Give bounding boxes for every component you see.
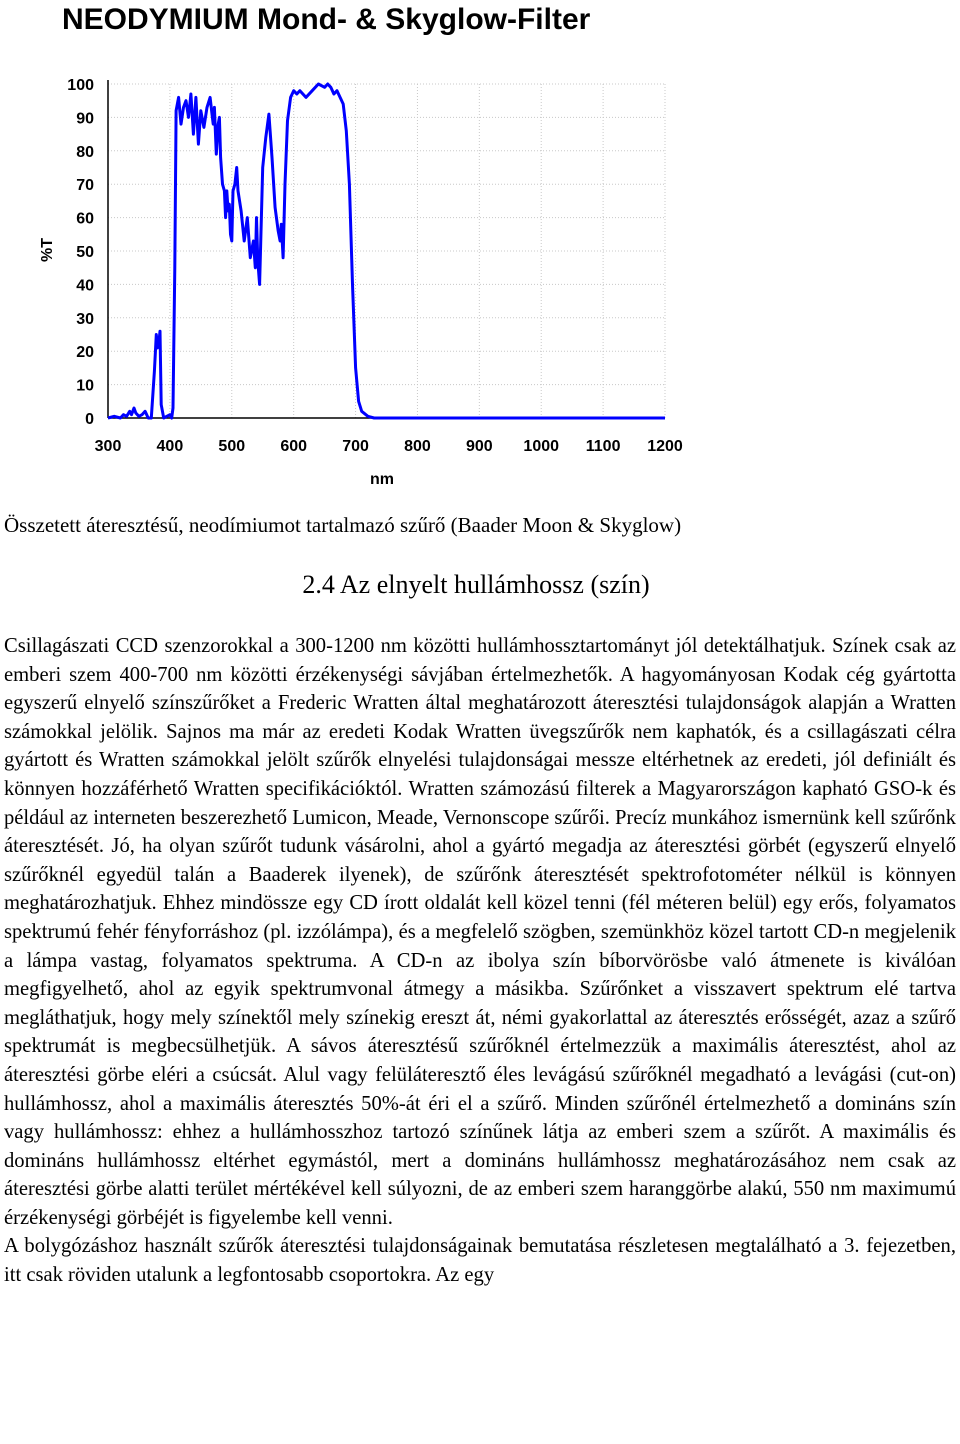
x-axis-label: nm	[370, 471, 394, 488]
chart-grid	[108, 84, 665, 418]
y-tick-label: 100	[67, 77, 94, 94]
transmission-curve	[108, 84, 665, 418]
chart-title: NEODYMIUM Mond- & Skyglow-Filter	[62, 3, 591, 36]
y-tick-label: 50	[76, 244, 94, 261]
x-axis-ticks	[95, 438, 683, 455]
y-tick-label: 30	[76, 310, 94, 328]
y-tick-label: 20	[76, 344, 94, 362]
y-axis-label: %T	[39, 238, 56, 262]
y-tick-label: 70	[76, 177, 94, 195]
paragraph-1: Csillagászati CCD szenzorokkal a 300-1200 nm közötti hullámhossztartományt jól detektálhatjuk. Színek csak az emberi szem 400-700 nm közötti érzékenységi sávjában értelmezhetők. A hagyományosan Kodak cég gyártotta egyszerű elnyelő színszűrőket a Frederic Wratten által meghatározott áteresztési tulajdonságok alapján a Wratten számokkal jelölik. Sajnos ma már az eredeti Kodak Wratten üvegszűrők nem kaphatók, és a csillagászati célra gyártott és Wratten számokkal jelölt szűrők elnyelési tulajdonságai messze eltérhetnek az eredeti, jól definiált és könnyen hozzáférhető Wratten specifikációktól. Wratten számozású filterek a Magyarországon kapható GSO-k és például az interneten beszerezhető Lumicon, Meade, Vernonscope szűrői. Precíz munkához ismernünk kell szűrőnk áteresztését. Jó, ha olyan szűrőt tudunk vásárolni, ahol a gyártó megadja az áteresztési görbét (egyszerű elnyelő szűrőknél egyedül talán a Baaderek ilyenek), de szűrőnk áteresztését spektrofotométer nélkül is könnyen meghatározhatjuk. Ehhez mindössze egy CD írott oldalát kell közel tenni (fél méteren belül) egy erős, folyamatos spektrumú fehér fényforráshoz (pl. izzólámpa), és a megfelelő szögben, szemünkhöz közel tartott CD-n megjelenik a lámpa vastag, folyamatos spektruma. A CD-n az ibolya szín bíborvörösbe való átmenete is kiválóan megfigyelhető, ahol az egyik spektrumvonal átmegy a másikba. Szűrőnket a visszavert spektrum elé tartva megláthatjuk, hogy mely színektől mely színekig ereszt át, némi gyakorlattal az áteresztés erősségét, azaz a szűrő spektrumát is megbecsülhetjük. A sávos áteresztésű szűrőknél értelmezzük a maximális áteresztést, ahol az áteresztési görbe eléri a csúcsát. Alul vagy felüláteresztő éles levágású szűrőknél megadható a levágási (cut-on) hullámhossz, ahol a maximális áteresztés 50%-át éri el a szűrő. Minden szűrőnél értelmezhető a domináns szín vagy hullámhossz: ehhez a hullámhosszhoz tartozó színűnek látja az emberi szem a szűrőt. A maximális és domináns hullámhossz eltérhet egymástól, mert a domináns hullámhossz meghatározásához nem csak az áteresztési görbe alatti terület mértékével kell súlyozni, de az emberi szem haranggörbe alakú, 550 nm maximumú érzékenységi görbéjét is figyelembe kell venni.	[4, 635, 956, 1229]
paragraph-2: A bolygózáshoz használt szűrők áteresztési tulajdonságainak bemutatása részletesen megtalálható a 3. fejezetben, itt csak röviden utalunk a legfontosabb csoportokra. Az egy	[4, 1235, 956, 1287]
y-tick-label: 60	[76, 210, 94, 228]
y-tick-label: 0	[85, 411, 94, 428]
chart-axes	[108, 80, 665, 418]
x-tick-label: 900	[465, 438, 493, 455]
x-tick-label: 800	[404, 438, 431, 455]
x-tick-label: 300	[94, 438, 122, 455]
x-tick-label: 1000	[523, 438, 560, 455]
y-tick-label: 40	[76, 277, 94, 295]
x-tick-label: 1200	[647, 438, 683, 455]
x-tick-label: 400	[156, 438, 184, 455]
transmission-chart	[0, 0, 700, 500]
x-tick-label: 1100	[585, 438, 621, 455]
x-tick-label: 700	[342, 438, 369, 455]
y-axis-ticks	[67, 77, 94, 428]
figure-caption: Összetett áteresztésű, neodímiumot tartalmazó szűrő (Baader Moon & Skyglow)	[4, 513, 682, 537]
x-tick-label: 500	[218, 438, 246, 455]
y-tick-label: 80	[76, 143, 94, 161]
x-tick-label: 600	[280, 438, 308, 455]
y-tick-label: 10	[76, 377, 94, 395]
y-tick-label: 90	[76, 110, 94, 128]
body-text	[4, 632, 956, 1290]
section-heading: 2.4 Az elnyelt hullámhossz (szín)	[302, 570, 650, 599]
